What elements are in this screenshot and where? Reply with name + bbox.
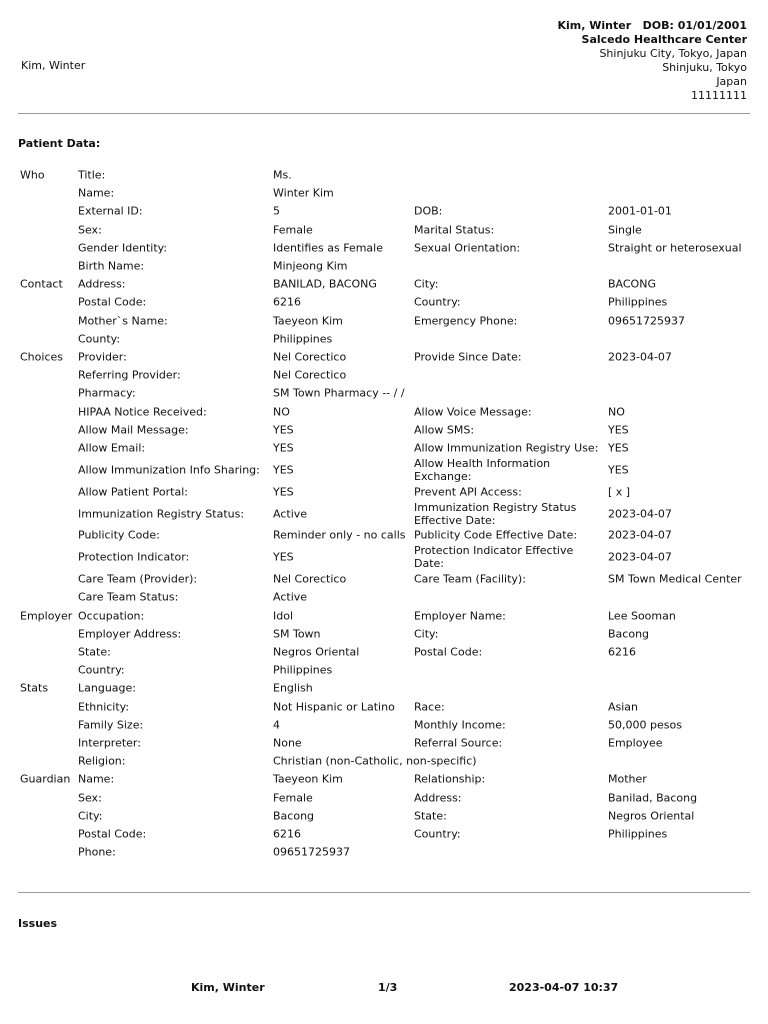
field-value: Active bbox=[273, 590, 308, 604]
field-value: SM Town bbox=[273, 627, 321, 641]
address-line: 11111111 bbox=[691, 89, 747, 102]
table-row bbox=[18, 312, 753, 330]
field-value: Nel Corectico bbox=[273, 350, 347, 364]
field-value: Employee bbox=[608, 736, 663, 750]
field-value: Ms. bbox=[273, 168, 292, 182]
table-row bbox=[18, 607, 753, 625]
section-label: Employer bbox=[20, 609, 73, 623]
field-value: YES bbox=[273, 550, 294, 564]
field-value: 2023-04-07 bbox=[608, 550, 672, 564]
table-row bbox=[18, 402, 753, 420]
field-label: Birth Name: bbox=[78, 259, 145, 273]
address-line: Japan bbox=[716, 75, 747, 88]
table-row bbox=[18, 439, 753, 457]
table-row bbox=[18, 825, 753, 843]
field-value: 2023-04-07 bbox=[608, 507, 672, 521]
table-row bbox=[18, 661, 753, 679]
field-value: Asian bbox=[608, 700, 639, 714]
header-right-block bbox=[558, 19, 748, 103]
field-value: Active bbox=[273, 507, 308, 521]
field-value: Minjeong Kim bbox=[273, 259, 348, 273]
field-value: 09651725937 bbox=[273, 845, 350, 859]
field-label: Name: bbox=[78, 186, 115, 200]
table-row bbox=[18, 526, 753, 544]
facility-name: Salcedo Healthcare Center bbox=[581, 33, 747, 46]
field-label: Protection Indicator Effective Date: bbox=[414, 544, 574, 571]
field-label: City: bbox=[78, 809, 103, 823]
address-line: Shinjuku City, Tokyo, Japan bbox=[599, 47, 747, 60]
field-label: Publicity Code: bbox=[78, 528, 160, 542]
field-value: BANILAD, BACONG bbox=[273, 277, 377, 291]
footer-name: Kim, Winter bbox=[191, 981, 265, 994]
table-row bbox=[18, 483, 753, 501]
field-label: Allow Patient Portal: bbox=[78, 485, 188, 499]
field-value: Straight or heterosexual bbox=[608, 241, 742, 255]
field-value: None bbox=[273, 736, 302, 750]
table-row bbox=[18, 293, 753, 311]
field-label: Publicity Code Effective Date: bbox=[414, 528, 578, 542]
table-row bbox=[18, 221, 753, 239]
field-value: YES bbox=[608, 423, 629, 437]
field-value: Single bbox=[608, 223, 642, 237]
field-label: Referring Provider: bbox=[78, 368, 181, 382]
field-value: Taeyeon Kim bbox=[273, 772, 343, 786]
table-row bbox=[18, 275, 753, 293]
field-label: Ethnicity: bbox=[78, 700, 130, 714]
field-label: Care Team Status: bbox=[78, 590, 179, 604]
field-label: Address: bbox=[78, 277, 126, 291]
field-value: Banilad, Bacong bbox=[608, 791, 698, 804]
table-row bbox=[18, 788, 753, 806]
field-value: Philippines bbox=[608, 295, 668, 309]
field-label: Allow Mail Message: bbox=[78, 423, 189, 437]
field-label: Allow Email: bbox=[78, 441, 146, 455]
field-value: [ x ] bbox=[608, 485, 631, 499]
field-label: Address: bbox=[414, 791, 462, 804]
field-label: Gender Identity: bbox=[78, 241, 168, 255]
field-label: Prevent API Access: bbox=[414, 485, 522, 499]
field-value: Philippines bbox=[273, 332, 333, 346]
field-label: Allow SMS: bbox=[414, 423, 475, 437]
field-value: Philippines bbox=[273, 663, 333, 677]
section-label: Stats bbox=[20, 681, 49, 695]
field-value: YES bbox=[608, 441, 629, 455]
field-value: YES bbox=[608, 463, 629, 477]
table-row bbox=[18, 166, 753, 184]
table-row bbox=[18, 239, 753, 257]
table-row bbox=[18, 807, 753, 825]
field-label: Allow Health Information Exchange: bbox=[414, 456, 551, 483]
divider bbox=[18, 892, 750, 893]
field-value: Nel Corectico bbox=[273, 572, 347, 586]
field-label: City: bbox=[414, 277, 439, 291]
table-row bbox=[18, 752, 753, 770]
field-value: YES bbox=[273, 485, 294, 499]
table-row bbox=[18, 716, 753, 734]
field-label: Allow Immunization Info Sharing: bbox=[78, 463, 260, 477]
table-row bbox=[18, 330, 753, 348]
field-label: Country: bbox=[78, 663, 125, 677]
field-value: Bacong bbox=[608, 627, 650, 641]
header-title-line: Kim, Winter DOB: 01/01/2001 bbox=[557, 19, 747, 32]
table-row bbox=[18, 348, 753, 366]
table-row bbox=[18, 588, 753, 606]
field-value: Negros Oriental bbox=[608, 809, 695, 823]
field-value: YES bbox=[273, 463, 294, 477]
field-value: Idol bbox=[273, 609, 294, 623]
field-value: 4 bbox=[273, 718, 280, 732]
table-row bbox=[18, 843, 753, 861]
table-row bbox=[18, 570, 753, 588]
field-value: Taeyeon Kim bbox=[273, 314, 343, 328]
field-value: 6216 bbox=[273, 827, 301, 841]
field-value: SM Town Pharmacy -- / / bbox=[273, 386, 405, 400]
field-value: 6216 bbox=[273, 295, 301, 309]
field-label: HIPAA Notice Received: bbox=[78, 405, 207, 419]
field-label: Country: bbox=[414, 827, 461, 841]
table-row bbox=[18, 202, 753, 220]
field-label: Emergency Phone: bbox=[414, 314, 518, 328]
footer-datetime: 2023-04-07 10:37 bbox=[509, 981, 619, 994]
field-label: Care Team (Provider): bbox=[78, 572, 198, 586]
section-label: Choices bbox=[20, 350, 63, 364]
field-label: Sex: bbox=[78, 223, 102, 237]
table-row bbox=[18, 257, 753, 275]
field-label: Postal Code: bbox=[414, 645, 483, 659]
field-value: 50,000 pesos bbox=[608, 718, 682, 732]
field-label: Country: bbox=[414, 295, 461, 309]
patient-data-table bbox=[18, 166, 753, 861]
field-label: External ID: bbox=[78, 204, 143, 218]
table-row bbox=[18, 625, 753, 643]
field-label: DOB: bbox=[414, 204, 443, 218]
field-value: Mother bbox=[608, 772, 647, 786]
field-value: NO bbox=[273, 405, 290, 419]
issues-title: Issues bbox=[18, 917, 58, 930]
field-label: Sexual Orientation: bbox=[414, 241, 521, 255]
field-value: Identifies as Female bbox=[273, 241, 383, 255]
field-value: Nel Corectico bbox=[273, 368, 347, 382]
section-label: Contact bbox=[20, 277, 63, 291]
field-label: Immunization Registry Status Effective Date: bbox=[414, 500, 577, 527]
field-label: Language: bbox=[78, 681, 136, 695]
footer-page-number: 1/3 bbox=[378, 981, 398, 994]
field-label: City: bbox=[414, 627, 439, 641]
field-value: Lee Sooman bbox=[608, 609, 676, 623]
table-row bbox=[18, 457, 753, 483]
field-label: Race: bbox=[414, 700, 445, 714]
field-label: Marital Status: bbox=[414, 223, 495, 237]
field-label: Provide Since Date: bbox=[414, 350, 522, 364]
field-label: State: bbox=[78, 645, 111, 659]
field-label: Provider: bbox=[78, 350, 127, 364]
field-label: Religion: bbox=[78, 754, 126, 768]
table-row bbox=[18, 184, 753, 202]
field-label: Allow Voice Message: bbox=[414, 405, 532, 419]
field-value: 5 bbox=[273, 204, 280, 218]
section-label: Who bbox=[20, 168, 45, 182]
field-label: Immunization Registry Status: bbox=[78, 507, 245, 521]
field-value: Female bbox=[273, 223, 313, 237]
field-label: Sex: bbox=[78, 791, 102, 804]
field-value: YES bbox=[273, 423, 294, 437]
field-label: County: bbox=[78, 332, 121, 346]
table-row bbox=[18, 501, 753, 527]
field-label: Protection Indicator: bbox=[78, 550, 190, 564]
field-label: Family Size: bbox=[78, 718, 144, 732]
table-row bbox=[18, 545, 753, 571]
field-label: Phone: bbox=[78, 845, 116, 859]
table-row bbox=[18, 697, 753, 715]
field-value: English bbox=[273, 681, 313, 695]
field-label: Care Team (Facility): bbox=[414, 572, 526, 586]
field-value: Not Hispanic or Latino bbox=[273, 700, 395, 714]
field-value: 09651725937 bbox=[608, 314, 685, 328]
field-label: Monthly Income: bbox=[414, 718, 506, 732]
field-label: Pharmacy: bbox=[78, 386, 136, 400]
table-row bbox=[18, 384, 753, 402]
field-value: Female bbox=[273, 791, 313, 804]
field-label: Employer Name: bbox=[414, 609, 506, 623]
table-row bbox=[18, 734, 753, 752]
address-line: Shinjuku, Tokyo bbox=[662, 61, 747, 74]
table-row bbox=[18, 421, 753, 439]
field-label: Interpreter: bbox=[78, 736, 141, 750]
field-label: Mother`s Name: bbox=[78, 314, 168, 328]
patient-data-title: Patient Data: bbox=[18, 137, 101, 150]
field-value: 6216 bbox=[608, 645, 636, 659]
field-label: Allow Immunization Registry Use: bbox=[414, 441, 599, 455]
table-row bbox=[18, 643, 753, 661]
field-label: Occupation: bbox=[78, 609, 145, 623]
field-value: Negros Oriental bbox=[273, 645, 360, 659]
field-value: 2023-04-07 bbox=[608, 528, 672, 542]
field-label: State: bbox=[414, 809, 447, 823]
table-row bbox=[18, 366, 753, 384]
field-label: Postal Code: bbox=[78, 295, 147, 309]
field-label: Title: bbox=[78, 168, 106, 182]
table-row bbox=[18, 770, 753, 788]
field-label: Referral Source: bbox=[414, 736, 503, 750]
header-left-name: Kim, Winter bbox=[21, 59, 86, 72]
section-label: Guardian bbox=[20, 772, 71, 786]
field-value: YES bbox=[273, 441, 294, 455]
field-value: NO bbox=[608, 405, 625, 419]
field-value: Philippines bbox=[608, 827, 668, 841]
field-value: BACONG bbox=[608, 277, 656, 291]
field-value: Bacong bbox=[273, 809, 315, 823]
field-value: 2001-01-01 bbox=[608, 204, 672, 218]
field-value: 2023-04-07 bbox=[608, 350, 672, 364]
field-label: Employer Address: bbox=[78, 627, 182, 641]
field-value: SM Town Medical Center bbox=[608, 572, 742, 586]
table-row bbox=[18, 679, 753, 697]
field-label: Postal Code: bbox=[78, 827, 147, 841]
field-value: Winter Kim bbox=[273, 186, 334, 200]
divider bbox=[18, 113, 750, 114]
field-value: Christian (non-Catholic, non-specific) bbox=[273, 754, 477, 768]
field-label: Name: bbox=[78, 772, 115, 786]
field-value: Reminder only - no calls bbox=[273, 528, 406, 542]
field-label: Relationship: bbox=[414, 772, 486, 786]
